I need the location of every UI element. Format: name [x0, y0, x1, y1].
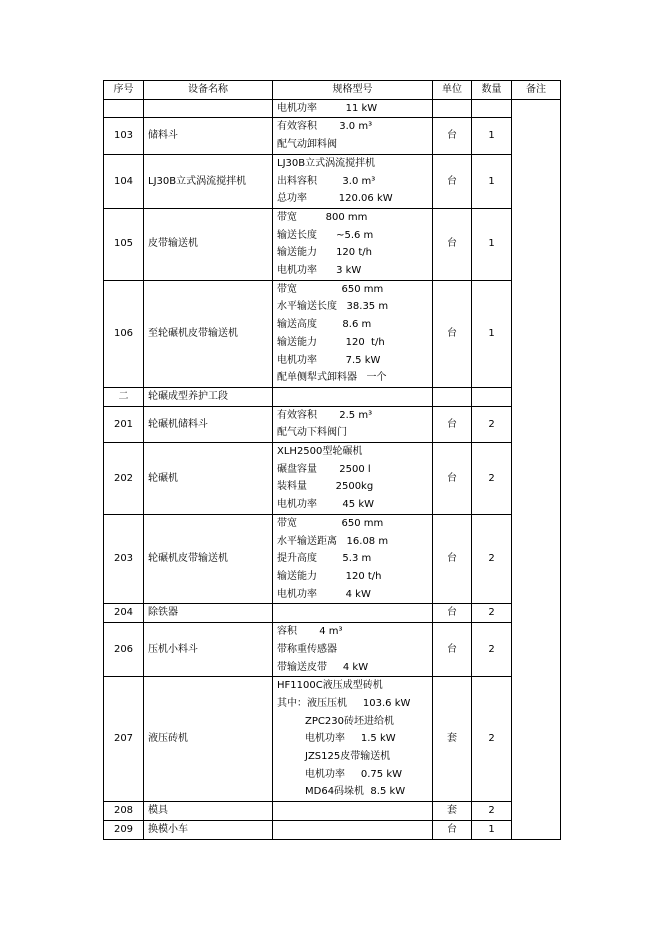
cell-name: 除铁器: [144, 604, 273, 623]
spec-line: 电机功率 11 kW: [277, 102, 378, 114]
cell-name: 储料斗: [144, 118, 273, 154]
cell-spec: [273, 604, 433, 623]
cell-name: 压机小料斗: [144, 623, 273, 677]
cell-name: 轮碾机皮带输送机: [144, 514, 273, 604]
table-row: [104, 208, 561, 280]
cell-spec: [273, 514, 433, 604]
spec-line: 带称重传感器: [277, 643, 337, 655]
cell-name: 换模小车: [144, 820, 273, 839]
header-seq: 序号: [104, 81, 144, 100]
cell-qty: 1: [472, 118, 512, 154]
table-row: [104, 623, 561, 677]
cell-unit: 套: [433, 802, 472, 821]
cell-seq: 206: [104, 623, 144, 677]
spec-line: 输送能力 120 t/h: [277, 570, 382, 582]
spec-line: 总功率 120.06 kW: [277, 193, 393, 205]
table-row: [104, 443, 561, 515]
cell-unit: 台: [433, 443, 472, 515]
cell-spec: [273, 99, 433, 118]
table-row: [104, 820, 561, 839]
cell-unit: 台: [433, 280, 472, 387]
table-row: [104, 514, 561, 604]
spec-line: 电机功率 45 kW: [277, 499, 375, 511]
cell-spec: [273, 820, 433, 839]
cell-spec: [273, 387, 433, 406]
header-name: 设备名称: [144, 81, 273, 100]
header-row: [104, 81, 561, 100]
cell-seq: 202: [104, 443, 144, 515]
spec-line: 输送高度 8.6 m: [277, 319, 372, 331]
cell-unit: 套: [433, 677, 472, 802]
cell-seq: 103: [104, 118, 144, 154]
spec-line: ZPC230砖坯进给机: [305, 715, 394, 727]
header-unit: 单位: [433, 81, 472, 100]
cell-seq: 201: [104, 406, 144, 442]
cell-spec: [273, 280, 433, 387]
cell-unit: 台: [433, 208, 472, 280]
cell-spec: [273, 118, 433, 154]
cell-spec: [273, 623, 433, 677]
spec-line: 电机功率 1.5 kW: [305, 733, 396, 745]
spec-line: LJ30B立式涡流搅拌机: [277, 157, 376, 169]
cell-qty: 2: [472, 677, 512, 802]
cell-qty: 2: [472, 623, 512, 677]
spec-line: 配气动卸料阀: [277, 139, 337, 151]
cell-qty: [472, 387, 512, 406]
cell-spec: [273, 677, 433, 802]
spec-line: 电机功率 7.5 kW: [277, 354, 381, 366]
cell-name: 模具: [144, 802, 273, 821]
table-row: [104, 802, 561, 821]
cell-qty: 1: [472, 280, 512, 387]
cell-name: LJ30B立式涡流搅拌机: [144, 154, 273, 208]
cell-qty: 2: [472, 514, 512, 604]
cell-seq: 207: [104, 677, 144, 802]
spec-line: 碾盘容量 2500 l: [277, 463, 371, 475]
spec-line: 出料容积 3.0 m³: [277, 175, 376, 187]
spec-line: 输送能力 120 t/h: [277, 247, 372, 259]
spec-line: 电机功率 3 kW: [277, 265, 362, 277]
cell-spec: [273, 208, 433, 280]
cell-unit: 台: [433, 820, 472, 839]
spec-line: 带宽 800 mm: [277, 211, 368, 223]
cell-unit: [433, 99, 472, 118]
header-qty: 数量: [472, 81, 512, 100]
table-row: [104, 406, 561, 442]
cell-qty: 2: [472, 604, 512, 623]
header-note: 备注: [512, 81, 561, 100]
header-spec: 规格型号: [273, 81, 433, 100]
table-row: [104, 154, 561, 208]
cell-seq: 203: [104, 514, 144, 604]
cell-unit: 台: [433, 406, 472, 442]
spec-line: 装料量 2500kg: [277, 481, 374, 493]
cell-qty: 2: [472, 443, 512, 515]
spec-line: HF1100C液压成型砖机: [277, 680, 383, 692]
cell-unit: [433, 387, 472, 406]
cell-seq: 204: [104, 604, 144, 623]
table-row: [104, 604, 561, 623]
spec-line: 带宽 650 mm: [277, 283, 384, 295]
cell-name: 至轮碾机皮带输送机: [144, 280, 273, 387]
cell-name: [144, 99, 273, 118]
cell-spec: [273, 802, 433, 821]
cell-unit: 台: [433, 118, 472, 154]
cell-name: 皮带输送机: [144, 208, 273, 280]
spec-line: 带输送皮带 4 kW: [277, 661, 369, 673]
cell-name: 轮碾机: [144, 443, 273, 515]
cell-unit: 台: [433, 623, 472, 677]
spec-line: JZS125皮带输送机: [305, 751, 391, 763]
table-row: [104, 280, 561, 387]
spec-line: 水平输送长度 38.35 m: [277, 301, 389, 313]
spec-line: 其中：液压压机 103.6 kW: [277, 697, 411, 709]
spec-line: 电机功率 0.75 kW: [305, 768, 403, 780]
spec-line: 有效容积 2.5 m³: [277, 409, 373, 421]
spec-line: 容积 4 m³: [277, 626, 343, 638]
spec-line: 水平输送距离 16.08 m: [277, 535, 389, 547]
cell-seq: [104, 99, 144, 118]
cell-seq: 208: [104, 802, 144, 821]
cell-unit: 台: [433, 604, 472, 623]
spec-line: XLH2500型轮碾机: [277, 446, 363, 458]
spec-line: 有效容积 3.0 m³: [277, 121, 373, 133]
spec-line: MD64码垛机 8.5 kW: [305, 786, 406, 798]
spec-line: 带宽 650 mm: [277, 517, 384, 529]
cell-seq: 209: [104, 820, 144, 839]
cell-seq: 二: [104, 387, 144, 406]
table-row: [104, 677, 561, 802]
cell-qty: 1: [472, 154, 512, 208]
table-row: [104, 118, 561, 154]
cell-unit: 台: [433, 154, 472, 208]
cell-spec: [273, 154, 433, 208]
cell-qty: 2: [472, 802, 512, 821]
equipment-table: [103, 80, 561, 840]
cell-seq: 106: [104, 280, 144, 387]
cell-qty: [472, 99, 512, 118]
spec-line: 电机功率 4 kW: [277, 588, 371, 600]
spec-line: 提升高度 5.3 m: [277, 553, 372, 565]
cell-qty: 1: [472, 820, 512, 839]
cell-spec: [273, 406, 433, 442]
spec-line: 输送长度 ~5.6 m: [277, 229, 374, 241]
spec-line: 输送能力 120 t/h: [277, 336, 385, 348]
cell-seq: 104: [104, 154, 144, 208]
cell-seq: 105: [104, 208, 144, 280]
cell-name: 轮碾机储料斗: [144, 406, 273, 442]
cell-name: 液压砖机: [144, 677, 273, 802]
spec-line: 配气动下料阀门: [277, 427, 347, 439]
cell-note: [512, 99, 561, 839]
table-row: [104, 387, 561, 406]
cell-unit: 台: [433, 514, 472, 604]
cell-qty: 1: [472, 208, 512, 280]
cell-name: 轮碾成型养护工段: [144, 387, 273, 406]
spec-line: 配单侧犁式卸料器 一个: [277, 372, 387, 384]
cell-qty: 2: [472, 406, 512, 442]
table-row: [104, 99, 561, 118]
cell-spec: [273, 443, 433, 515]
